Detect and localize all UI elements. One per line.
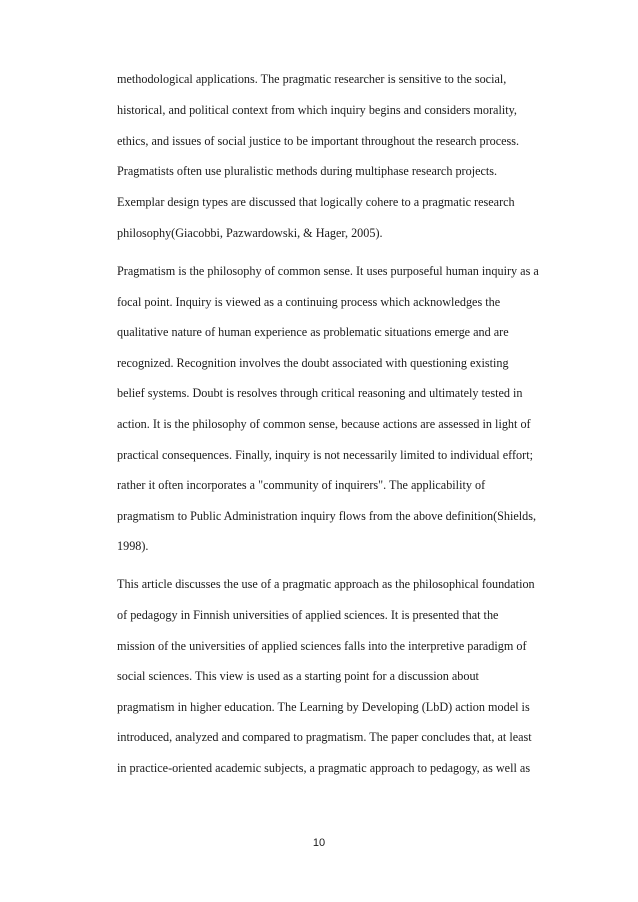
paragraph-3-line-3: mission of the universities of applied sciences falls into the interpretive paradigm of xyxy=(117,639,527,653)
paragraph-1-line-5: Exemplar design types are discussed that logically cohere to a pragmatic research xyxy=(117,195,515,209)
paragraph-2-line-4: recognized. Recognition involves the doubt associated with questioning existing xyxy=(117,356,509,370)
paragraph-2-line-10: 1998). xyxy=(117,539,149,553)
paragraph-3-line-2: of pedagogy in Finnish universities of applied sciences. It is presented that the xyxy=(117,608,499,622)
paragraph-3-line-7: in practice-oriented academic subjects, a pragmatic approach to pedagogy, as well as xyxy=(117,761,531,775)
paragraph-1-line-2: historical, and political context from which inquiry begins and considers morality, xyxy=(117,103,517,117)
paragraph-2-line-5: belief systems. Doubt is resolves through critical reasoning and ultimately tested in xyxy=(117,386,523,400)
page-number: 10 xyxy=(312,837,326,849)
paragraph-1-line-1: methodological applications. The pragmatic researcher is sensitive to the social, xyxy=(117,72,507,86)
paragraph-1-line-3: ethics, and issues of social justice to be important throughout the research process. xyxy=(117,134,520,148)
paragraph-1-line-4: Pragmatists often use pluralistic methods during multiphase research projects. xyxy=(117,164,498,178)
paragraph-3-line-6: introduced, analyzed and compared to pragmatism. The paper concludes that, at least xyxy=(117,730,532,744)
paragraph-2-line-8: rather it often incorporates a "community of inquirers". The applicability of xyxy=(117,478,486,492)
paragraph-2-line-9: pragmatism to Public Administration inquiry flows from the above definition(Shields, xyxy=(117,509,537,523)
paragraph-2-line-3: qualitative nature of human experience as problematic situations emerge and are xyxy=(117,325,509,339)
paragraph-3-line-5: pragmatism in higher education. The Learning by Developing (LbD) action model is xyxy=(117,700,530,714)
paragraph-1-line-6: philosophy(Giacobbi, Pazwardowski, & Hager, 2005). xyxy=(117,226,383,240)
paragraph-3-line-4: social sciences. This view is used as a starting point for a discussion about xyxy=(117,669,479,683)
paragraph-3-line-1: This article discusses the use of a pragmatic approach as the philosophical foundation xyxy=(117,577,535,591)
paragraph-2-line-7: practical consequences. Finally, inquiry is not necessarily limited to individual effort; xyxy=(117,448,533,462)
paragraph-2-line-1: Pragmatism is the philosophy of common sense. It uses purposeful human inquiry as a xyxy=(117,264,539,278)
paragraph-2-line-6: action. It is the philosophy of common sense, because actions are assessed in light of xyxy=(117,417,531,431)
paragraph-2-line-2: focal point. Inquiry is viewed as a continuing process which acknowledges the xyxy=(117,295,501,309)
